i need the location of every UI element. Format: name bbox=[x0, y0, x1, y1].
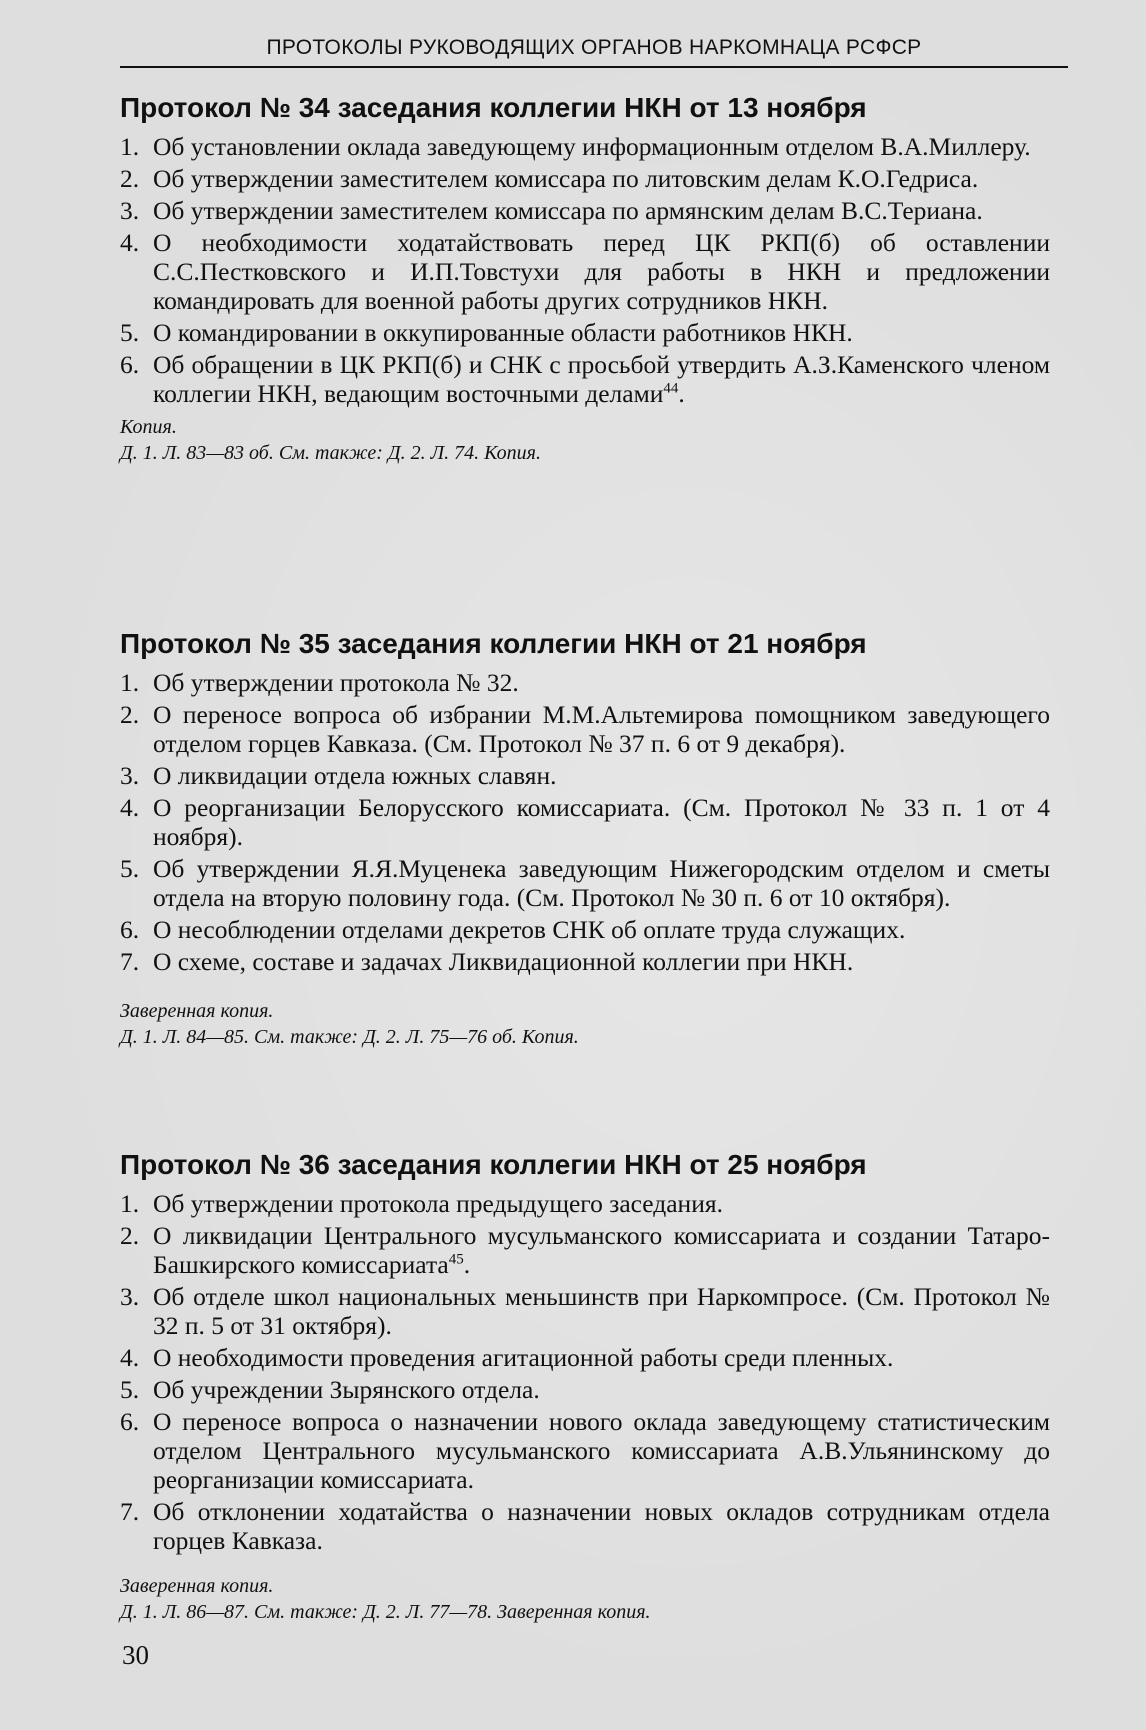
protocol-title: Протокол № 36 заседания коллегии НКН от 25 ноября bbox=[120, 1149, 867, 1180]
archive-copy-type: Заверенная копия. bbox=[120, 1000, 274, 1022]
running-header: ПРОТОКОЛЫ РУКОВОДЯЩИХ ОРГАНОВ НАРКОМНАЦА РСФСР bbox=[120, 36, 1068, 68]
list-item: 3. Об утверждении заместителем комиссара по армянским делам В.С.Териана. bbox=[120, 196, 983, 225]
agenda-list bbox=[120, 1189, 1050, 1555]
footnote-ref: 45 bbox=[448, 1251, 464, 1268]
list-item: 6. О несоблюдении отделами декретов СНК об оплате труда служащих. bbox=[120, 915, 906, 944]
archive-reference: Д. 1. Л. 83—83 об. См. также: Д. 2. Л. 74. Копия. bbox=[120, 442, 541, 464]
list-item: 5. О командировании в оккупированные области работников НКН. bbox=[120, 318, 853, 347]
list-item: 5. Об учреждении Зырянского отдела. bbox=[120, 1375, 540, 1404]
list-item: 6. О переносе вопроса о назначении нового оклада заведующему статистическим отделом Центрального мусульманского комиссариата А.В.Ульянинскому до реорганизации комиссариата. bbox=[120, 1407, 1050, 1494]
list-item: 1. Об установлении оклада заведующему информационным отделом В.А.Миллеру. bbox=[120, 132, 1031, 161]
protocol-title: Протокол № 35 заседания коллегии НКН от 21 ноября bbox=[120, 628, 867, 659]
archive-reference: Д. 1. Л. 86—87. См. также: Д. 2. Л. 77—78. Заверенная копия. bbox=[120, 1601, 651, 1623]
list-item: 2. О ликвидации Центрального мусульманского комиссариата и создании Татаро-Башкирского комиссариата$^{45}$. bbox=[120, 1221, 1050, 1279]
list-item: 4. О необходимости проведения агитационной работы среди пленных. bbox=[120, 1343, 894, 1372]
list-item: 3. О ликвидации отдела южных славян. bbox=[120, 761, 557, 790]
list-item: 7. Об отклонении ходатайства о назначении новых окладов сотрудникам отдела горцев Кавказа. bbox=[120, 1497, 1050, 1555]
archive-copy-type: Копия. bbox=[120, 416, 177, 438]
list-item: 1. Об утверждении протокола № 32. bbox=[120, 668, 519, 697]
list-item: 6. Об обращении в ЦК РКП(б) и СНК с просьбой утвердить А.З.Каменского членом коллегии НКН, ведающим восточными делами$^{44}$. bbox=[120, 350, 1050, 408]
protocol-title: Протокол № 34 заседания коллегии НКН от 13 ноября bbox=[120, 92, 867, 123]
list-item: 2. Об утверждении заместителем комиссара по литовским делам К.О.Гедриса. bbox=[120, 164, 979, 193]
agenda-list bbox=[120, 668, 1050, 976]
protocol-34-section bbox=[120, 92, 1050, 466]
archive-reference: Д. 1. Л. 84—85. См. также: Д. 2. Л. 75—76 об. Копия. bbox=[120, 1026, 579, 1048]
list-item: 7. О схеме, составе и задачах Ликвидационной коллегии при НКН. bbox=[120, 947, 854, 976]
footnote-ref: 44 bbox=[663, 380, 679, 397]
page-number: 30 bbox=[122, 1640, 149, 1670]
archive-copy-type: Заверенная копия. bbox=[120, 1575, 274, 1597]
list-item: 5. Об утверждении Я.Я.Муценека заведующим Нижегородским отделом и сметы отдела на вторую половину года. (См. Протокол № 30 п. 6 от 10 октября). bbox=[120, 854, 1050, 912]
list-item: 4. О реорганизации Белорусского комиссариата. (См. Протокол № 33 п. 1 от 4 ноября). bbox=[120, 793, 1050, 851]
list-item: 3. Об отделе школ национальных меньшинств при Наркомпросе. (См. Протокол № 32 п. 5 от 31 октября). bbox=[120, 1282, 1050, 1340]
list-item: 1. Об утверждении протокола предыдущего заседания. bbox=[120, 1189, 723, 1218]
protocol-36-section bbox=[120, 1149, 1050, 1625]
protocol-35-section bbox=[120, 628, 1050, 1050]
list-item: 4. О необходимости ходатайствовать перед ЦК РКП(б) об оставлении С.С.Пестковского и И.П.Товстухи для работы в НКН и предложении командировать для военной работы других сотрудников НКН. bbox=[120, 228, 1050, 315]
list-item: 2. О переносе вопроса об избрании М.М.Альтемирова помощником заведующего отделом горцев Кавказа. (См. Протокол № 37 п. 6 от 9 декабря). bbox=[120, 700, 1050, 758]
agenda-list bbox=[120, 132, 1050, 408]
